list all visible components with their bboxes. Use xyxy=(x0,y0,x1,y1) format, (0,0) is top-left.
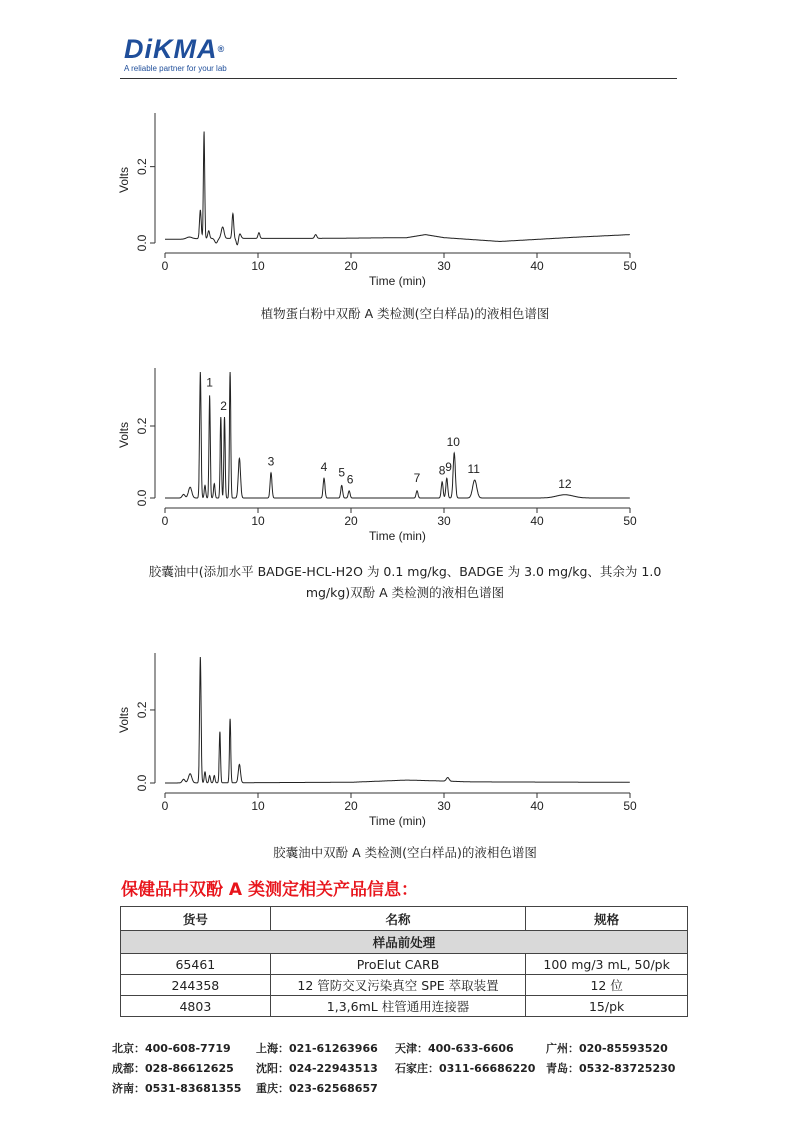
x-axis-label: Time (min) xyxy=(369,274,426,288)
chromatogram-capsule-oil-blank xyxy=(0,635,794,840)
y-tick-label: 0.2 xyxy=(135,158,149,175)
y-tick-label: 0.0 xyxy=(135,234,149,252)
x-tick-label: 50 xyxy=(623,799,637,813)
section-title: 保健品中双酚 A 类测定相关产品信息： xyxy=(121,880,418,900)
x-tick-label: 10 xyxy=(251,799,265,813)
peak-label: 8 xyxy=(438,463,446,478)
header-divider xyxy=(120,78,677,79)
caption-chart-2 xyxy=(120,561,690,603)
y-tick-label: 0.0 xyxy=(135,489,149,507)
table-row xyxy=(121,996,688,1017)
peak-label: 10 xyxy=(446,434,460,449)
contact-entry: 济南：0531-83681355 xyxy=(112,1082,242,1095)
y-tick-label: 0.2 xyxy=(135,417,149,435)
contact-entry: 成都：028-86612625 xyxy=(112,1062,234,1075)
peak-label: 9 xyxy=(445,460,452,474)
header-item-number: 货号 xyxy=(121,907,271,931)
y-axis-label: Volts xyxy=(117,421,131,449)
contact-entry: 沈阳：024-22943513 xyxy=(256,1062,378,1075)
logo-tagline: A reliable partner for your lab xyxy=(124,64,227,73)
x-tick-label: 40 xyxy=(530,259,544,273)
chromatogram-plant-protein-blank xyxy=(0,95,794,295)
chromatogram-trace xyxy=(165,657,630,783)
contact-entry: 重庆：023-62568657 xyxy=(256,1082,378,1095)
group-label: 样品前处理 xyxy=(121,931,688,954)
x-tick-label: 40 xyxy=(530,799,544,813)
table-row xyxy=(121,954,688,975)
chromatogram-capsule-oil-spiked xyxy=(0,350,794,555)
dikma-logo xyxy=(124,34,227,73)
cell-spec: 15/pk xyxy=(526,996,688,1017)
x-tick-label: 50 xyxy=(623,259,637,273)
chromatogram-trace xyxy=(165,132,630,245)
peak-label: 12 xyxy=(558,476,572,491)
x-axis-label: Time (min) xyxy=(369,529,426,543)
table-group-row xyxy=(121,931,688,954)
peak-label: 2 xyxy=(220,398,227,413)
cell-name: 12 管防交叉污染真空 SPE 萃取装置 xyxy=(270,975,526,996)
peak-label: 7 xyxy=(413,470,421,485)
x-tick-label: 10 xyxy=(251,259,265,273)
logo-wordmark: DiKMA® xyxy=(124,34,226,64)
contact-entry: 青岛：0532-83725230 xyxy=(546,1062,676,1075)
y-axis-label: Volts xyxy=(117,166,131,194)
x-tick-label: 20 xyxy=(344,259,358,273)
x-tick-label: 40 xyxy=(530,514,544,528)
y-tick-label: 0.0 xyxy=(135,774,149,792)
cell-name: ProElut CARB xyxy=(270,954,526,975)
x-tick-label: 20 xyxy=(344,514,358,528)
caption-chart-1: 植物蛋白粉中双酚 A 类检测(空白样品)的液相色谱图 xyxy=(260,306,550,321)
x-tick-label: 30 xyxy=(437,799,451,813)
product-table xyxy=(120,906,688,1017)
header-name: 名称 xyxy=(270,907,526,931)
cell-item-number: 4803 xyxy=(121,996,271,1017)
y-axis-label: Volts xyxy=(117,706,131,734)
contact-row xyxy=(112,1040,712,1060)
table-row xyxy=(121,975,688,996)
caption-chart-2-line-2: mg/kg)双酚 A 类检测的液相色谱图 xyxy=(305,585,505,600)
header-spec: 规格 xyxy=(526,907,688,931)
contact-entry: 天津：400-633-6606 xyxy=(395,1042,514,1055)
cell-item-number: 65461 xyxy=(121,954,271,975)
contact-row xyxy=(112,1060,712,1080)
peak-label: 5 xyxy=(338,465,346,480)
peak-label: 3 xyxy=(267,454,275,469)
x-tick-label: 30 xyxy=(437,514,451,528)
contact-entry: 广州：020-85593520 xyxy=(546,1042,668,1055)
x-tick-label: 0 xyxy=(161,259,169,273)
registered-mark: ® xyxy=(217,44,226,54)
cell-spec: 100 mg/3 mL, 50/pk xyxy=(526,954,688,975)
contact-footer xyxy=(112,1040,712,1100)
x-tick-label: 0 xyxy=(161,799,169,813)
cell-item-number: 244358 xyxy=(121,975,271,996)
peak-label: 6 xyxy=(346,472,354,487)
x-tick-label: 50 xyxy=(623,514,637,528)
x-tick-label: 0 xyxy=(161,514,169,528)
y-tick-label: 0.2 xyxy=(135,701,149,719)
cell-spec: 12 位 xyxy=(526,975,688,996)
table-header-row xyxy=(121,907,688,931)
cell-name: 1,3,6mL 柱管通用连接器 xyxy=(270,996,526,1017)
peak-label: 4 xyxy=(320,460,328,474)
x-tick-label: 20 xyxy=(344,799,358,813)
x-tick-label: 30 xyxy=(437,259,451,273)
contact-entry: 北京：400-608-7719 xyxy=(112,1042,231,1055)
contact-entry: 石家庄：0311-66686220 xyxy=(395,1062,536,1075)
contact-row xyxy=(112,1080,712,1100)
x-tick-label: 10 xyxy=(251,514,265,528)
contact-entry: 上海：021-61263966 xyxy=(256,1042,378,1055)
caption-chart-2-line-1: 胶囊油中(添加水平 BADGE-HCL-H2O 为 0.1 mg/kg、BADGE 为 3.0 mg/kg、其余为 1.0 xyxy=(148,564,662,579)
x-axis-label: Time (min) xyxy=(369,814,426,828)
peak-label: 11 xyxy=(467,461,480,476)
peak-label: 1 xyxy=(206,375,213,390)
caption-chart-3: 胶囊油中双酚 A 类检测(空白样品)的液相色谱图 xyxy=(273,845,537,860)
